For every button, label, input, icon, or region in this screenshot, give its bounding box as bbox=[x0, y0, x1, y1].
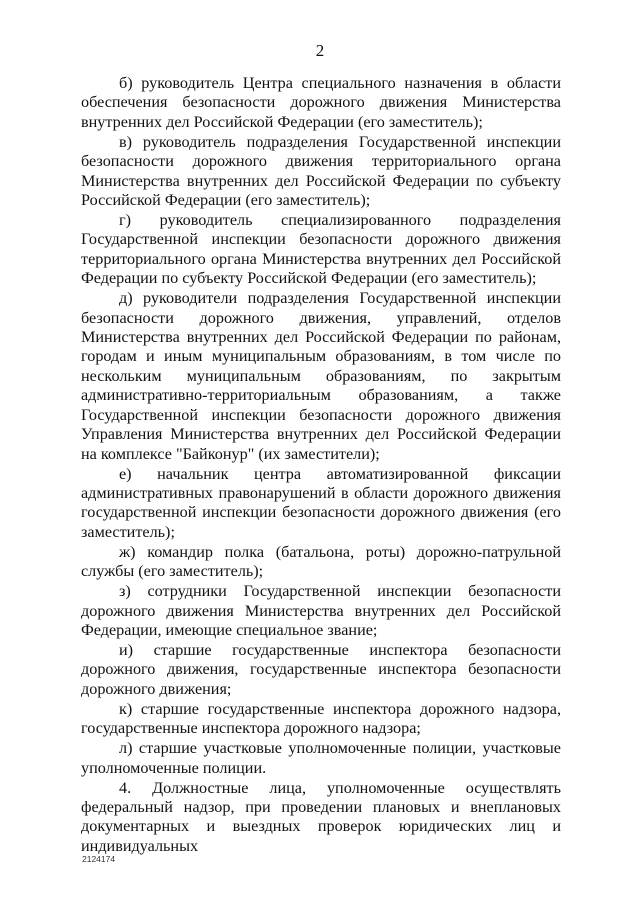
page-number: 2 bbox=[315, 41, 325, 60]
paragraph-d: д) руководители подразделения Государственной инспекции безопасности дорожного движения, управлений, отделов Министерства внутренних дел Российской Федерации по районам, городам и иным муниципальным образованиям, в том числе по нескольким муниципальным образованиям, по закрытым административно-территориальным образованиям, а также Государственной инспекции безопасности дорожного движения Управления Министерства внутренних дел Российской Федерации на комплексе "Байконур" (их заместители); bbox=[81, 289, 561, 463]
paragraph-l: л) старшие участковые уполномоченные полиции, участковые уполномоченные полиции. bbox=[81, 739, 561, 777]
paragraph-z: з) сотрудники Государственной инспекции безопасности дорожного движения Министерства внутренних дел Российской Федерации, имеющие специальное звание; bbox=[81, 582, 561, 639]
paragraph-4: 4. Должностные лица, уполномоченные осуществлять федеральный надзор, при проведении плановых и внеплановых документарных и выездных проверок юридических лиц и индивидуальных bbox=[81, 778, 561, 855]
footer-code: 2124174 bbox=[82, 854, 116, 864]
paragraph-g: г) руководитель специализированного подразделения Государственной инспекции безопасности дорожного движения территориального органа Министерства внутренних дел Российской Федерации по субъекту Российской Федерации (его заместитель); bbox=[81, 211, 561, 288]
paragraph-b: б) руководитель Центра специального назначения в области обеспечения безопасности дорожного движения Министерства внутренних дел Российской Федерации (его заместитель); bbox=[81, 74, 561, 131]
paragraph-v: в) руководитель подразделения Государственной инспекции безопасности дорожного движения территориального органа Министерства внутренних дел Российской Федерации по субъекту Российской Федерации (его заместитель); bbox=[81, 132, 561, 210]
paragraph-e: е) начальник центра автоматизированной фиксации административных правонарушений в области дорожного движения государственной инспекции безопасности дорожного движения (его заместитель); bbox=[81, 464, 561, 541]
paragraph-zh: ж) командир полка (батальона, роты) дорожно-патрульной службы (его заместитель); bbox=[81, 542, 561, 581]
document-body bbox=[81, 74, 561, 857]
paragraph-i: и) старшие государственные инспектора безопасности дорожного движения, государственные инспектора безопасности дорожного движения; bbox=[81, 640, 561, 698]
paragraph-k: к) старшие государственные инспектора дорожного надзора, государственные инспектора дорожного надзора; bbox=[81, 699, 561, 738]
